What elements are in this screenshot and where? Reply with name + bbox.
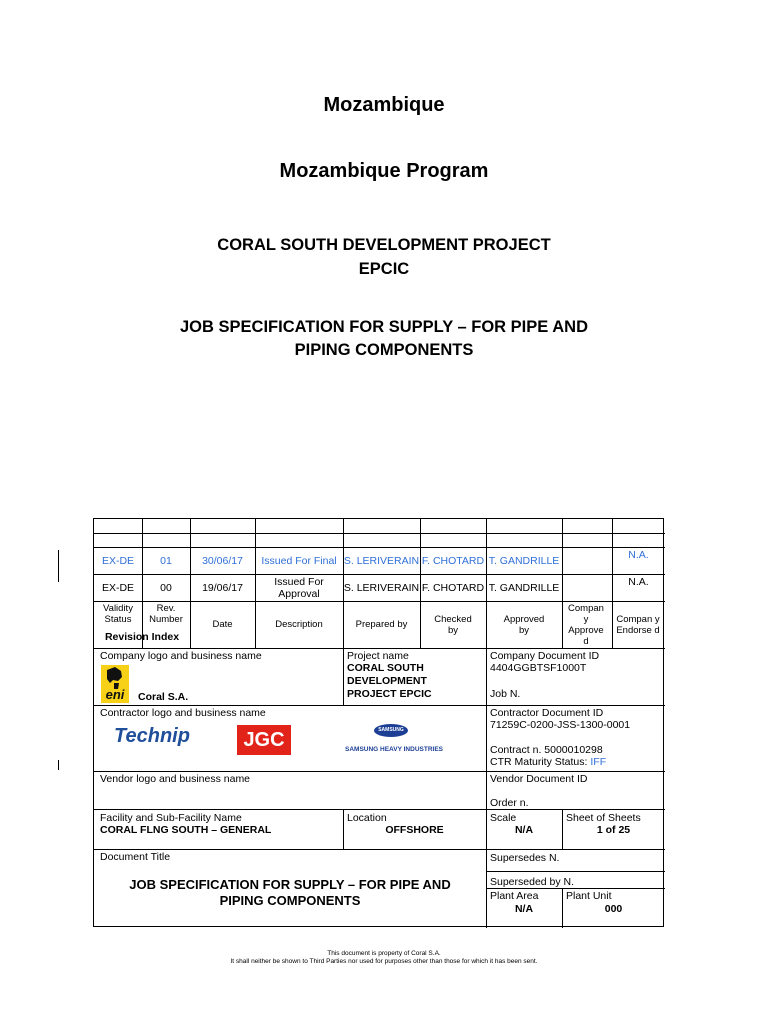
footer-confidentiality-line: It shall neither be shown to Third Parties nor used for purposes other than those for which it has been sent. (230, 958, 538, 965)
rev1-description: Issued For Final (261, 554, 337, 567)
header-date: Date (212, 619, 233, 630)
project-name-line2: DEVELOPMENT (347, 675, 427, 687)
rev1-number: 01 (160, 554, 172, 567)
rev0-description: Issued For Approval (274, 575, 324, 600)
rev1-validity: EX-DE (101, 554, 135, 567)
technip-logo (114, 725, 192, 749)
document-title-label: Document Title (100, 851, 171, 863)
location-value: OFFSHORE (385, 824, 444, 836)
sheet-of-sheets-label: Sheet of Sheets (566, 812, 641, 824)
company-name: Coral S.A. (138, 691, 189, 703)
sheet-of-sheets-value: 1 of 25 (596, 824, 631, 836)
location-label: Location (347, 812, 387, 824)
project-name-label: Project name (347, 650, 409, 662)
document-title-value-line1: JOB SPECIFICATION FOR SUPPLY – FOR PIPE AND (129, 877, 451, 892)
contract-number-value: 5000010298 (544, 744, 603, 756)
scale-label: Scale (490, 812, 517, 824)
ctr-maturity-value: IFF (590, 756, 607, 768)
contractor-document-id-value: 71259C-0200-JSS-1300-0001 (490, 719, 631, 731)
plant-unit-label: Plant Unit (566, 890, 612, 902)
rev1-prepared: S. LERIVERAIN (343, 554, 420, 567)
ctr-maturity-row (490, 756, 606, 768)
document-title-line2: PIPING COMPONENTS (294, 341, 474, 359)
document-title-line1: JOB SPECIFICATION FOR SUPPLY – FOR PIPE AND (180, 318, 588, 336)
rev1-company-approved (562, 547, 612, 574)
jgc-logo (237, 725, 291, 755)
document-title-value-line2: PIPING COMPONENTS (219, 893, 361, 908)
project-name-line1: CORAL SOUTH (347, 662, 424, 674)
jgc-logo-text: JGC (243, 728, 285, 751)
rev0-validity: EX-DE (101, 581, 135, 594)
samsung-logo (334, 724, 454, 758)
rev0-approved: T. GANDRILLE (488, 581, 560, 594)
job-number-label: Job N. (490, 688, 521, 700)
rev0-checked: F. CHOTARD (421, 581, 485, 594)
program-title: Mozambique Program (279, 160, 489, 182)
rev1-date: 30/06/17 (202, 554, 243, 567)
project-title-line2: EPCIC (358, 260, 410, 278)
plant-area-value: N/A (514, 903, 534, 915)
ctr-maturity-label: CTR Maturity Status: (490, 756, 588, 768)
header-checked-by: Checked by (434, 613, 472, 636)
plant-unit-value: 000 (604, 903, 623, 915)
plant-area-label: Plant Area (490, 890, 539, 902)
rev0-prepared: S. LERIVERAIN (343, 581, 420, 594)
superseded-by-label: Superseded by N. (490, 876, 575, 888)
contractor-logo-label: Contractor logo and business name (100, 707, 266, 719)
supersedes-label: Supersedes N. (490, 852, 560, 864)
header-revision-index: Revision Index (104, 631, 180, 643)
title-block-table (93, 518, 664, 927)
header-approved-by: Approved by (503, 613, 545, 636)
rev1-checked: F. CHOTARD (421, 554, 485, 567)
footer-property-line: This document is property of Coral S.A. (327, 950, 441, 957)
technip-logo-text: Technip (114, 725, 190, 747)
samsung-logo-top-text: SAMSUNG (378, 727, 404, 733)
change-bar-mark (58, 760, 59, 770)
facility-value: CORAL FLNG SOUTH – GENERAL (100, 824, 272, 836)
samsung-logo-bottom-text: SAMSUNG HEAVY INDUSTRIES (345, 746, 443, 753)
company-logo-label: Company logo and business name (100, 650, 262, 662)
rev0-date: 19/06/17 (202, 581, 243, 594)
facility-label: Facility and Sub-Facility Name (100, 812, 242, 824)
header-prepared-by: Prepared by (355, 619, 408, 630)
company-document-id-value: 4404GGBTSF1000T (490, 662, 587, 674)
rev1-approved: T. GANDRILLE (488, 554, 560, 567)
header-validity-status: Validity Status (103, 603, 133, 625)
eni-logo-text: eni (105, 687, 125, 702)
country-title: Mozambique (323, 94, 445, 116)
rev0-number: 00 (160, 581, 172, 594)
rev0-company-endorsed: N.A. (628, 576, 649, 588)
change-bar-mark (58, 550, 59, 582)
rev0-company-approved (562, 574, 612, 601)
header-rev-number: Rev. Number (149, 603, 183, 625)
order-number-label: Order n. (490, 797, 529, 809)
contractor-document-id-label: Contractor Document ID (490, 707, 604, 719)
vendor-logo-label: Vendor logo and business name (100, 773, 251, 785)
scale-value: N/A (514, 824, 534, 836)
contract-number-label: Contract n. (490, 744, 542, 756)
header-company-endorsed: Compan y Endorse d (616, 613, 660, 636)
rev1-company-endorsed: N.A. (628, 549, 649, 561)
vendor-document-id-label: Vendor Document ID (490, 773, 588, 785)
eni-logo (101, 665, 129, 703)
project-name-line3: PROJECT EPCIC (347, 688, 432, 700)
header-description: Description (275, 619, 323, 630)
contract-number-row (490, 744, 603, 756)
project-title-line1: CORAL SOUTH DEVELOPMENT PROJECT (217, 236, 551, 254)
company-document-id-label: Company Document ID (490, 650, 600, 662)
header-company-approved: Compan y Approve d (568, 602, 604, 647)
